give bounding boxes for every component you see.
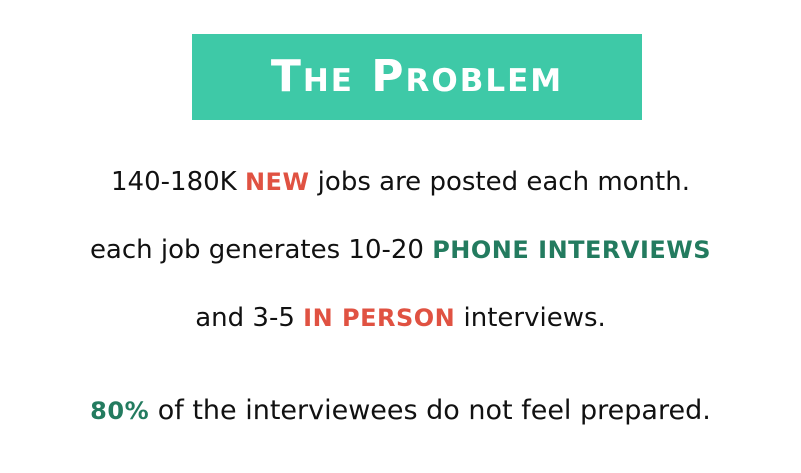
title-banner (192, 34, 642, 120)
phone-interviews-highlight: PHONE INTERVIEWS (432, 236, 712, 264)
stat-line-jobs-posted (0, 164, 801, 200)
in-person-after-text: interviews. (455, 303, 606, 333)
stat-line-in-person (0, 300, 801, 336)
percent-highlight: 80% (90, 397, 150, 425)
new-highlight: NEW (244, 168, 310, 196)
in-person-count-text: and 3-5 (195, 303, 304, 333)
unprepared-text: of the interviewees do not feel prepared. (149, 395, 711, 426)
phone-interviews-count-text: each job generates 10-20 (89, 235, 433, 265)
jobs-count-text: 140-180K (111, 167, 245, 197)
stat-line-phone-interviews (0, 232, 801, 268)
slide-title: The Problem (270, 51, 564, 102)
stat-line-unprepared (0, 393, 801, 429)
in-person-highlight: IN PERSON (303, 304, 456, 332)
jobs-posted-text: jobs are posted each month. (309, 167, 690, 197)
